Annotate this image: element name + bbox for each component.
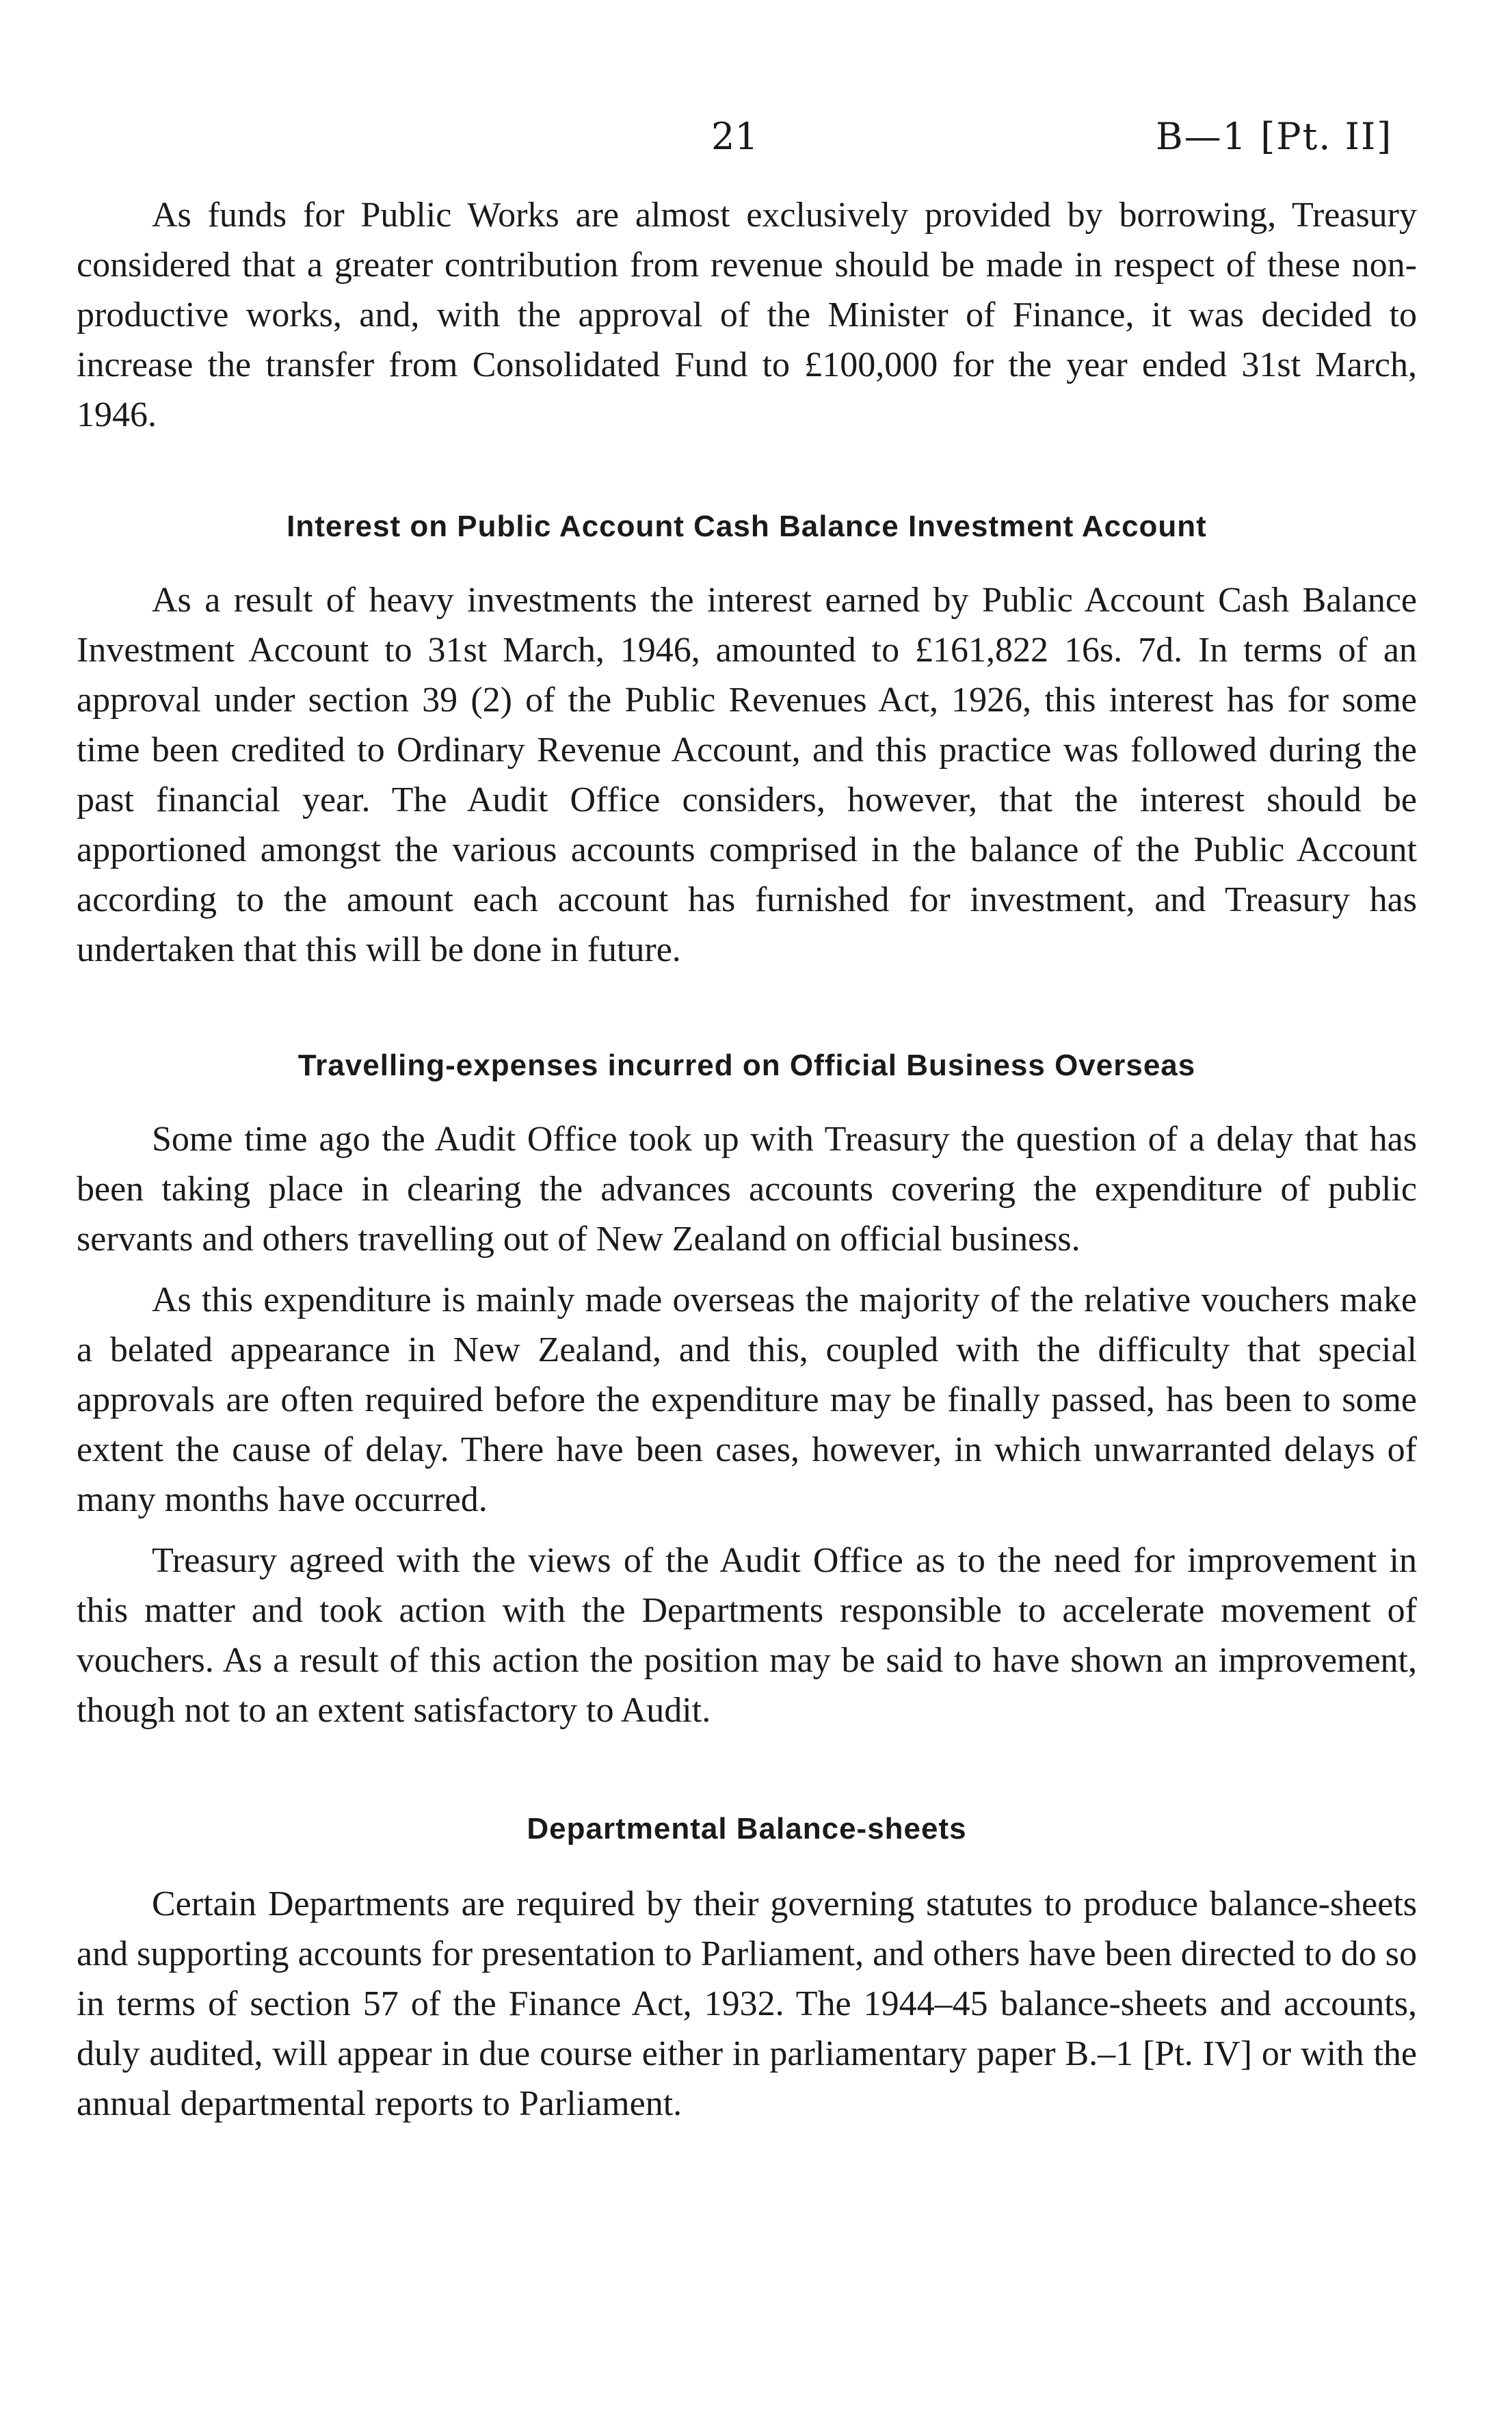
section-heading-interest: Interest on Public Account Cash Balance Investment Account (287, 510, 1207, 543)
section-heading-balance-sheets: Departmental Balance-sheets (527, 1812, 967, 1845)
balance-sheets-paragraph: Certain Departments are required by their governing statutes to produce balance-sheets and supporting accounts for presentation to Parliament, and others have been directed to do so in terms of section 57 of the Finance Act, 1932. The 1944–45 balance-sheets and accounts, duly audited, will appear in due course either in parliamentary paper B.–1 [Pt. IV] or with the annual departmental reports to Parliament. (77, 1884, 1417, 2123)
travelling-paragraph-1: Some time ago the Audit Office took up with Treasury the question of a delay that has been taking place in clearing the advances accounts covering the expenditure of public servants and others travelling out of New Zealand on official business. (77, 1120, 1417, 1259)
page-header (0, 115, 1512, 170)
intro-paragraph: As funds for Public Works are almost exclusively provided by borrowing, Treasury considered that a greater contribution from revenue should be made in respect of these non-productive works, and, with the approval of the Minister of Finance, it was decided to increase the transfer from Consolidated Fund to £100,000 for the year ended 31st March, 1946. (77, 196, 1417, 434)
travelling-paragraph-3: Treasury agreed with the views of the Audit Office as to the need for improvement in this matter and took action with the Departments responsible to accelerate movement of vouchers. As a result of this action the position may be said to have shown an improvement, though not to an extent satisfactory to Audit. (77, 1541, 1417, 1730)
document-reference: B—1 [Pt. II] (1156, 115, 1393, 158)
section-heading-travelling-expenses: Travelling-expenses incurred on Official Business Overseas (297, 1049, 1196, 1082)
travelling-paragraph-2: As this expenditure is mainly made overseas the majority of the relative vouchers make a belated appearance in New Zealand, and this, coupled with the difficulty that special approvals are often required before the expenditure may be finally passed, has been to some extent the cause of delay. There have been cases, however, in which unwarranted delays of many months have occurred. (77, 1280, 1417, 1519)
interest-paragraph: As a result of heavy investments the interest earned by Public Account Cash Balance Investment Account to 31st March, 1946, amounted to £161,822 16s. 7d. In terms of an approval under section 39 (2) of the Public Revenues Act, 1926, this interest has for some time been credited to Ordinary Revenue Account, and this practice was followed during the past financial year. The Audit Office considers, however, that the interest should be apportioned amongst the various accounts comprised in the balance of the Public Account according to the amount each account has furnished for investment, and Treasury has undertaken that this will be done in future. (77, 581, 1417, 969)
page-number: 21 (711, 115, 758, 158)
document-body (77, 190, 1417, 2129)
